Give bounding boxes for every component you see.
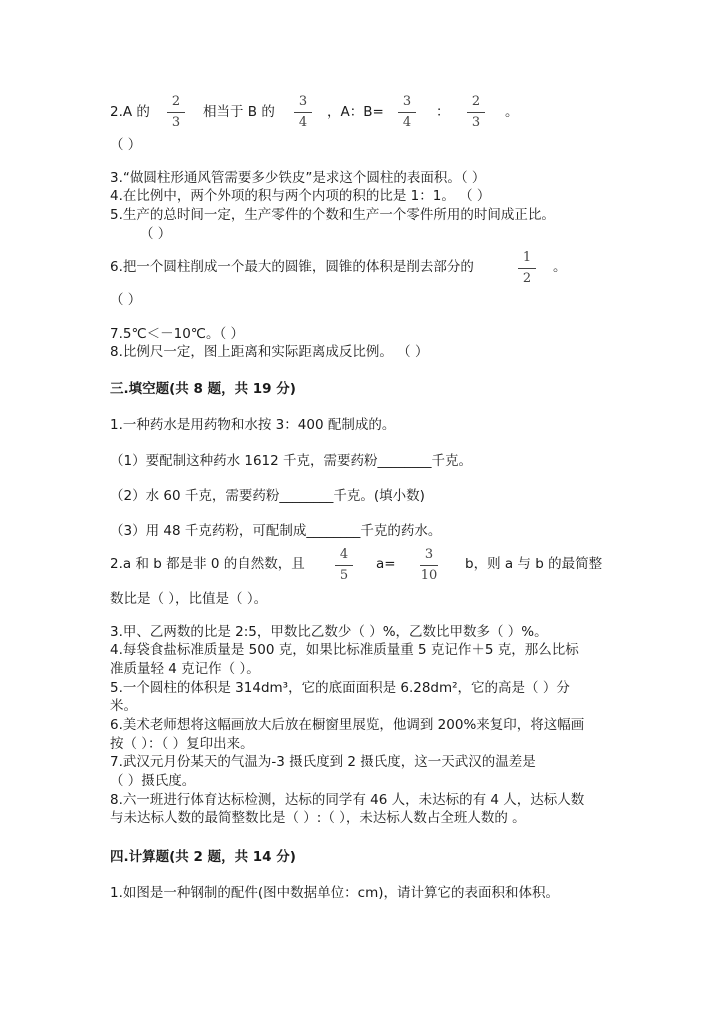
q2-end: 。 <box>505 104 519 120</box>
s3-q6-l2: 按（ ）：（ ）复印出来。 <box>110 736 254 752</box>
q5-paren: （ ） <box>140 226 172 242</box>
section3-title: 三.填空题(共 8 题，共 19 分) <box>110 381 296 397</box>
q6-end: 。 <box>553 259 567 275</box>
s3-q2-suffix: b，则 a 与 b 的最简整 <box>465 556 603 572</box>
s3-q2-mid: a= <box>376 556 396 572</box>
fraction-3-4b <box>396 94 418 131</box>
s3-q3: 3.甲、乙两数的比是 2:5，甲数比乙数少（ ）%，乙数比甲数多（ ）%。 <box>110 624 548 640</box>
s3-q8-l2: 与未达标人数的最简整数比是（ ）:（ ），未达标人数占全班人数的 。 <box>110 810 526 826</box>
q2-prefix: 2.A 的 <box>110 104 150 120</box>
denominator: 4 <box>298 115 308 130</box>
q2-colon: ： <box>436 104 450 120</box>
q5: 5.生产的总时间一定，生产零件的个数和生产一个零件所用的时间成正比。 <box>110 207 555 223</box>
numerator: 3 <box>402 94 412 109</box>
s3-q2-prefix: 2.a 和 b 都是非 0 的自然数，且 <box>110 556 305 572</box>
s3-q8-l1: 8.六一班进行体育达标检测，达标的同学有 46 人，未达标的有 4 人，达标人数 <box>110 792 585 808</box>
q2-mid1: 相当于 B 的 <box>203 104 275 120</box>
numerator: 2 <box>471 94 481 109</box>
denominator: 10 <box>420 568 438 583</box>
s3-q5-l2: 米。 <box>110 698 137 714</box>
s3-q2-line2: 数比是（ ），比值是（ ）。 <box>110 591 268 607</box>
s3-q4-l2: 准质量轻 4 克记作（ ）。 <box>110 661 260 677</box>
denominator: 3 <box>471 115 481 130</box>
numerator: 1 <box>522 250 532 265</box>
q6-text: 6.把一个圆柱削成一个最大的圆锥，圆锥的体积是削去部分的 <box>110 259 474 275</box>
s3-q4-l1: 4.每袋食盐标准质量是 500 克，如果比标准质量重 5 克记作＋5 克，那么比标 <box>110 642 579 658</box>
fraction-1-2 <box>516 250 538 287</box>
fraction-4-5 <box>333 547 355 584</box>
s3-q1-1: （1）要配制这种药水 1612 千克，需要药粉________千克。 <box>110 453 473 469</box>
fraction-3-4 <box>292 94 314 131</box>
q2-paren: （ ） <box>110 137 142 153</box>
q2-mid2: ，A：B= <box>327 104 384 120</box>
denominator: 3 <box>171 115 181 130</box>
denominator: 4 <box>402 115 412 130</box>
q6-paren: （ ） <box>110 292 142 308</box>
fraction-2-3b <box>465 94 487 131</box>
s3-q5-l1: 5.一个圆柱的体积是 314dm³，它的底面面积是 6.28dm²，它的高是（ ）分 <box>110 680 570 696</box>
s3-q7-l2: （ ）摄氏度。 <box>110 773 196 789</box>
fraction-2-3 <box>165 94 187 131</box>
q7: 7.5℃＜－10℃。（ ） <box>110 326 245 342</box>
q3: 3.“做圆柱形通风管需要多少铁皮”是求这个圆柱的表面积。（ ） <box>110 170 486 186</box>
denominator: 5 <box>339 568 349 583</box>
s4-q1: 1.如图是一种钢制的配件(图中数据单位：cm)，请计算它的表面积和体积。 <box>110 885 559 901</box>
s3-q1-2: （2）水 60 千克，需要药粉________千克。(填小数) <box>110 488 425 504</box>
denominator: 2 <box>522 271 532 286</box>
numerator: 3 <box>424 547 434 562</box>
s3-q1-3: （3）用 48 千克药粉，可配制成________千克的药水。 <box>110 523 442 539</box>
q8: 8.比例尺一定，图上距离和实际距离成反比例。 （ ） <box>110 344 429 360</box>
s3-q1: 1.一种药水是用药物和水按 3：400 配制成的。 <box>110 417 396 433</box>
numerator: 4 <box>339 547 349 562</box>
numerator: 2 <box>171 94 181 109</box>
numerator: 3 <box>298 94 308 109</box>
s3-q7-l1: 7.武汉元月份某天的气温为-3 摄氏度到 2 摄氏度，这一天武汉的温差是 <box>110 754 536 770</box>
section4-title: 四.计算题(共 2 题，共 14 分) <box>110 849 296 865</box>
q4: 4.在比例中，两个外项的积与两个内项的积的比是 1：1。 （ ） <box>110 188 491 204</box>
fraction-3-10 <box>418 547 440 584</box>
s3-q6-l1: 6.美术老师想将这幅画放大后放在橱窗里展览，他调到 200%来复印，将这幅画 <box>110 717 585 733</box>
